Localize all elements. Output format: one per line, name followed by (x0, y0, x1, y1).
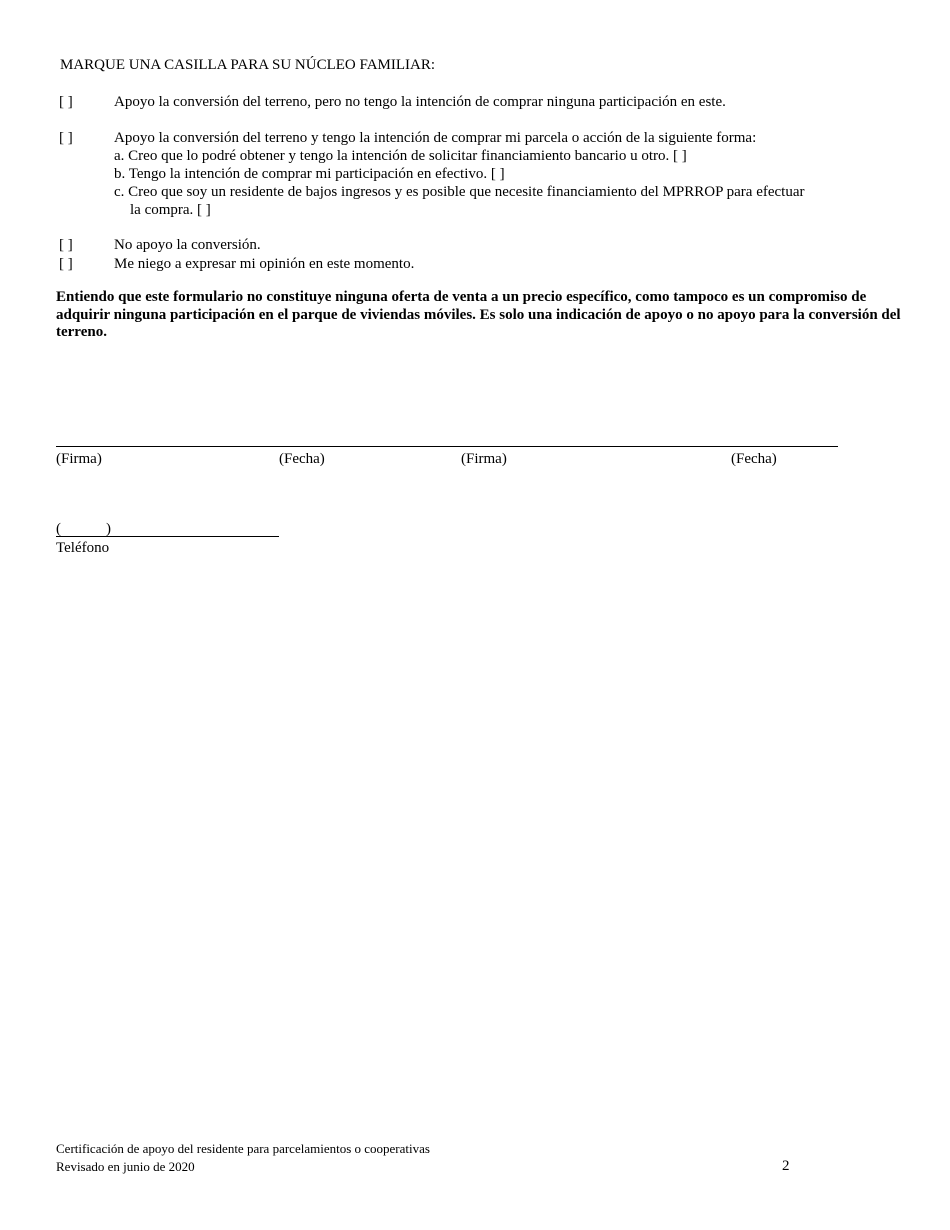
option-2a-label[interactable]: a. Creo que lo podré obtener y tengo la intención de solicitar financiamiento bancario u otro. [ ] (114, 148, 687, 164)
option-4-label: Me niego a expresar mi opinión en este momento. (114, 256, 415, 272)
fecha-label-2: (Fecha) (731, 451, 777, 467)
checkbox-option-4[interactable]: [ ] (59, 256, 73, 272)
checkbox-option-2[interactable]: [ ] (59, 130, 73, 146)
option-2b-label[interactable]: b. Tengo la intención de comprar mi participación en efectivo. [ ] (114, 166, 505, 182)
page-number: 2 (782, 1158, 790, 1174)
household-heading: MARQUE UNA CASILLA PARA SU NÚCLEO FAMILIAR: (60, 57, 436, 73)
signature-line[interactable] (56, 446, 838, 447)
option-2c-label: c. Creo que soy un residente de bajos ingresos y es posible que necesite financiamiento del MPRROP para efectuar (114, 184, 805, 200)
firma-label-1: (Firma) (56, 451, 102, 467)
checkbox-option-1[interactable]: [ ] (59, 94, 73, 110)
fecha-label-1: (Fecha) (279, 451, 325, 467)
option-2-label: Apoyo la conversión del terreno y tengo la intención de comprar mi parcela o acción de la siguiente forma: (114, 130, 757, 146)
option-3-label: No apoyo la conversión. (114, 237, 261, 253)
option-2c-continuation[interactable]: la compra. [ ] (130, 202, 211, 218)
footer-revised: Revisado en junio de 2020 (56, 1159, 195, 1174)
phone-label: Teléfono (56, 540, 110, 556)
phone-line[interactable] (56, 536, 279, 537)
firma-label-2: (Firma) (461, 451, 507, 467)
acknowledgement-statement: Entiendo que este formulario no constituye ninguna oferta de venta a un precio específico, como tampoco es un compromiso de adquirir ninguna participación en el parque de viviendas móviles. Es solo una indicación de apoyo o no apoyo para la conversión del terreno. (56, 289, 901, 340)
option-1-label: Apoyo la conversión del terreno, pero no tengo la intención de comprar ninguna participación en este. (114, 94, 726, 110)
checkbox-option-3[interactable]: [ ] (59, 237, 73, 253)
phone-area-code[interactable]: ( ) (56, 521, 111, 537)
footer-title: Certificación de apoyo del residente para parcelamientos o cooperativas (56, 1141, 430, 1156)
